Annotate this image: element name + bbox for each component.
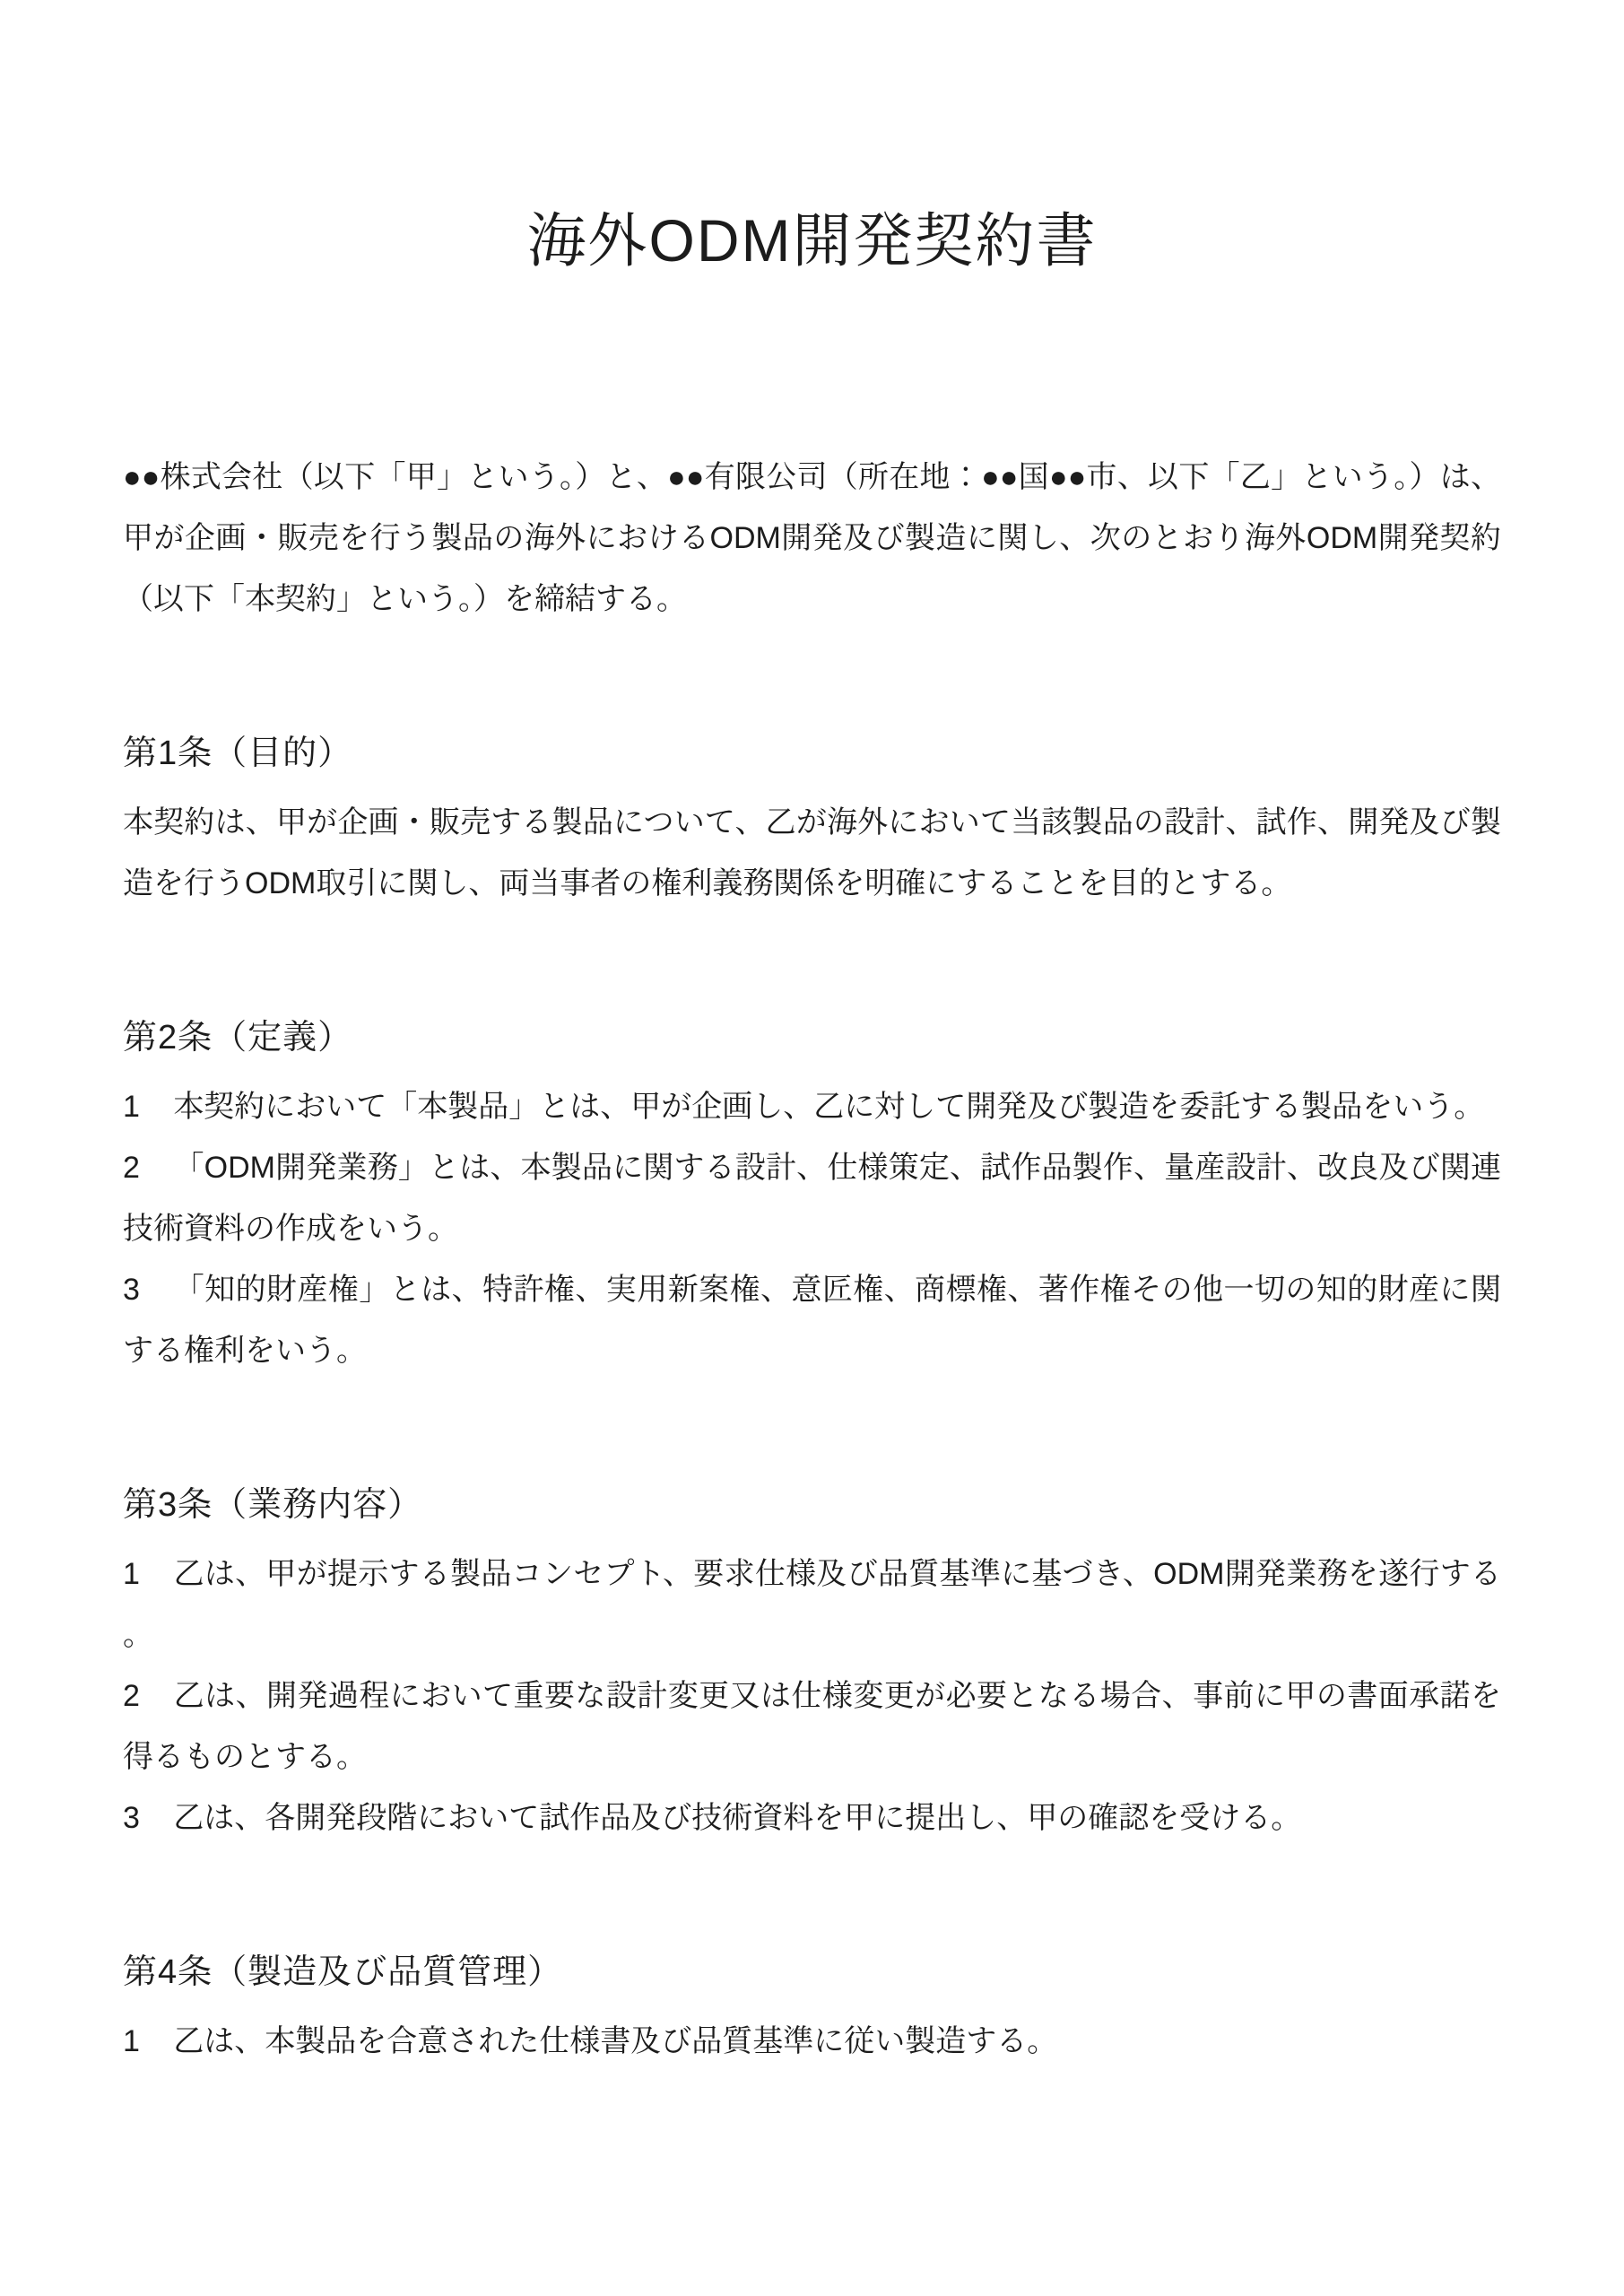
article-3-item-2: [123, 1665, 1501, 1787]
item-number: 3: [123, 1801, 140, 1836]
item-number: 2: [123, 1679, 140, 1714]
article-1-purpose: [123, 730, 1501, 914]
item-text: 本契約において「本製品」とは、甲が企画し、乙に対して開発及び製造を委託する製品をいう。: [173, 1090, 1485, 1125]
article-3-item-1: [123, 1544, 1501, 1665]
article-3-heading: 第3条（業務内容）: [123, 1486, 423, 1525]
item-number: 1: [123, 1557, 140, 1592]
item-text: 「ODM開発業務」とは、本製品に関する設計、仕様策定、試作品製作、量産設計、改良及び関連技術資料の作成をいう。: [123, 1151, 1501, 1247]
article-2-heading: 第2条（定義）: [123, 1019, 353, 1057]
article-3-item-3: [123, 1787, 1501, 1848]
item-text: 乙は、開発過程において重要な設計変更又は仕様変更が必要となる場合、事前に甲の書面承諾を得るものとする。: [123, 1679, 1501, 1775]
item-text: 乙は、各開発段階において試作品及び技術資料を甲に提出し、甲の確認を受ける。: [173, 1801, 1302, 1836]
preamble-paragraph: ●●株式会社（以下「甲」という。）と、●●有限公司（所在地：●●国●●市、以下「乙」という。）は、甲が企画・販売を行う製品の海外におけるODM開発及び製造に関し、次のとおり海外ODM開発契約（以下「本契約」という。）を締結する。: [123, 460, 1501, 617]
item-text: 「知的財産権」とは、特許権、実用新案権、意匠権、商標権、著作権その他一切の知的財産に関する権利をいう。: [123, 1273, 1501, 1369]
item-text: 乙は、甲が提示する製品コンセプト、要求仕様及び品質基準に基づき、ODM開発業務を遂行する。: [123, 1557, 1501, 1653]
article-1-heading: 第1条（目的）: [123, 735, 353, 773]
article-4-item-1: [123, 2011, 1501, 2072]
item-number: 1: [123, 1090, 140, 1125]
item-text: 乙は、本製品を合意された仕様書及び品質基準に従い製造する。: [173, 2024, 1058, 2059]
article-2-definitions: [123, 1014, 1501, 1381]
article-2-item-3: [123, 1259, 1501, 1381]
article-3-scope-of-work: [123, 1482, 1501, 1848]
item-number: 3: [123, 1273, 140, 1308]
article-2-item-2: [123, 1137, 1501, 1259]
item-number: 1: [123, 2024, 140, 2059]
article-4-manufacturing-quality: [123, 1949, 1501, 2072]
article-1-body: 本契約は、甲が企画・販売する製品について、乙が海外において当該製品の設計、試作、開発及び製造を行うODM取引に関し、両当事者の権利義務関係を明確にすることを目的とする。: [123, 805, 1501, 901]
document-title: 海外ODM開発契約書: [526, 207, 1098, 274]
item-number: 2: [123, 1151, 140, 1186]
article-2-item-1: [123, 1076, 1501, 1137]
article-4-heading: 第4条（製造及び品質管理）: [123, 1953, 563, 1992]
